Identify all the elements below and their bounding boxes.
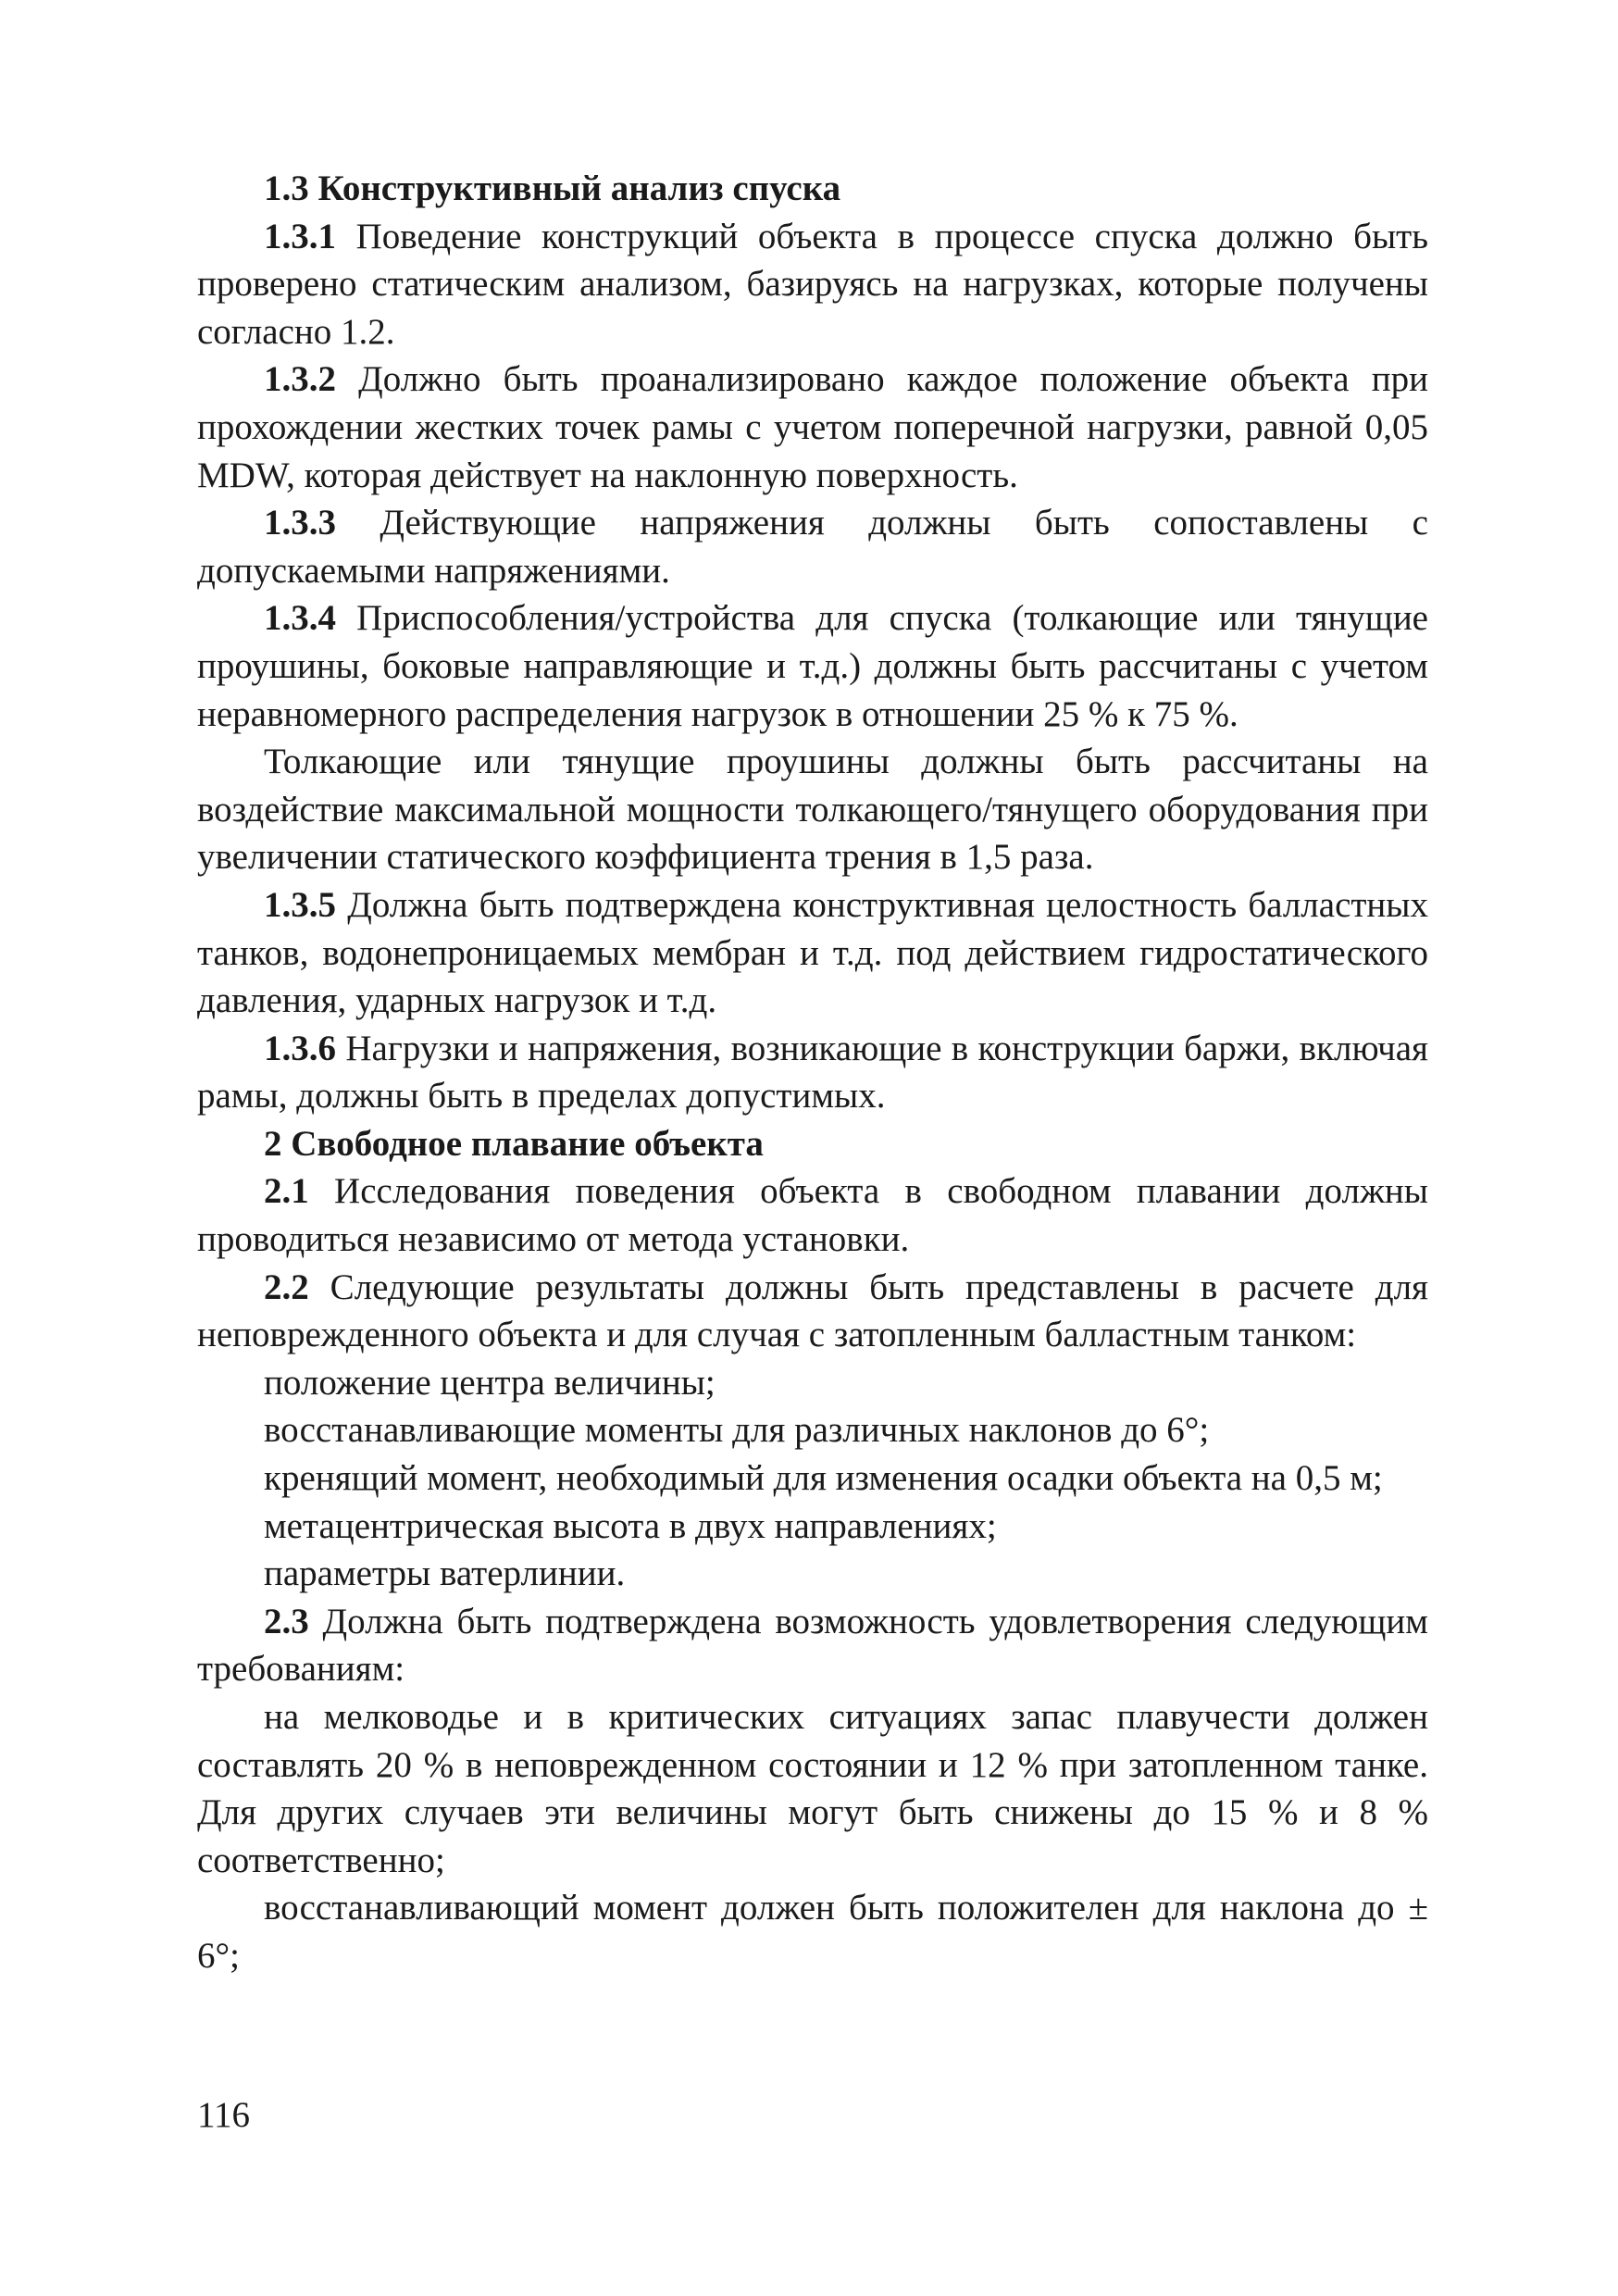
clause-number: 1.3.2 [264,359,336,400]
clause-text: Должна быть подтверждена возможность удовлетворения следующим требованиям: [197,1601,1428,1690]
clause-text: Должно быть проанализировано каждое положение объекта при прохождении жестких точек рамы с учетом поперечной нагрузки, равной 0,05 MDW, которая действует на наклонную поверхность. [197,359,1428,495]
clause-number: 2.3 [264,1601,309,1641]
paragraph [197,594,1428,738]
section-heading: 1.3 Конструктивный анализ спуска [264,168,841,208]
paragraph [197,1264,1428,1359]
clause-text: Исследования поведения объекта в свободном плавании должны проводиться независимо от метода установки. [197,1171,1428,1260]
paragraph [197,213,1428,356]
clause-text: Действующие напряжения должны быть сопоставлены с допускаемыми напряжениями. [197,503,1428,591]
paragraph [197,1025,1428,1120]
paragraph [197,1167,1428,1263]
list-item: восстанавливающие моменты для различных наклонов до 6°; [264,1410,1210,1451]
clause-number: 1.3.1 [264,216,336,256]
clause-number: 1.3.6 [264,1028,336,1068]
section-heading: 2 Свободное плавание объекта [264,1123,764,1164]
paragraph: на мелководье и в критических ситуациях запас плавучести должен составлять 20 % в неповрежденном состоянии и 12 % при затопленном танке. Для других случаев эти величины могут быть снижены до 15 % и 8 % соответственно; [197,1697,1428,1880]
document-page [197,165,1428,1980]
clause-text: Следующие результаты должны быть представлены в расчете для неповрежденного объекта и для случая с затопленным балластным танком: [197,1267,1428,1355]
clause-number: 2.2 [264,1267,309,1307]
clause-number: 2.1 [264,1171,309,1212]
paragraph [197,499,1428,594]
clause-number: 1.3.4 [264,598,336,639]
paragraph [197,356,1428,499]
clause-text: Поведение конструкций объекта в процессе спуска должно быть проверено статическим анализом, базируясь на нагрузках, которые получены согласно 1.2. [197,216,1428,352]
clause-text: Приспособления/устройства для спуска (толкающие или тянущие проушины, боковые направляющие и т.д.) должны быть рассчитаны с учетом неравномерного распределения нагрузок в отношении 25 % к 75 %. [197,598,1428,734]
paragraph [197,1598,1428,1693]
clause-number: 1.3.3 [264,503,336,543]
list-item: положение центра величины; [264,1362,716,1403]
list-item: параметры ватерлинии. [264,1554,626,1594]
paragraph: восстанавливающий момент должен быть положителен для наклона до ± 6°; [197,1888,1428,1976]
clause-number: 1.3.5 [264,884,336,925]
clause-text: Должна быть подтверждена конструктивная целостность балластных танков, водонепроницаемых мембран и т.д. под действием гидростатического давления, ударных нагрузок и т.д. [197,884,1428,1021]
paragraph: Толкающие или тянущие проушины должны быть рассчитаны на воздействие максимальной мощности толкающего/тянущего оборудования при увеличении статического коэффициента трения в 1,5 раза. [197,742,1428,878]
list-item: метацентрическая высота в двух направлениях; [264,1505,997,1546]
clause-text: Нагрузки и напряжения, возникающие в конструкции баржи, включая рамы, должны быть в пределах допустимых. [197,1028,1428,1117]
paragraph [197,881,1428,1025]
page-number: 116 [197,2095,251,2135]
list-item: кренящий момент, необходимый для изменения осадки объекта на 0,5 м; [264,1458,1383,1499]
